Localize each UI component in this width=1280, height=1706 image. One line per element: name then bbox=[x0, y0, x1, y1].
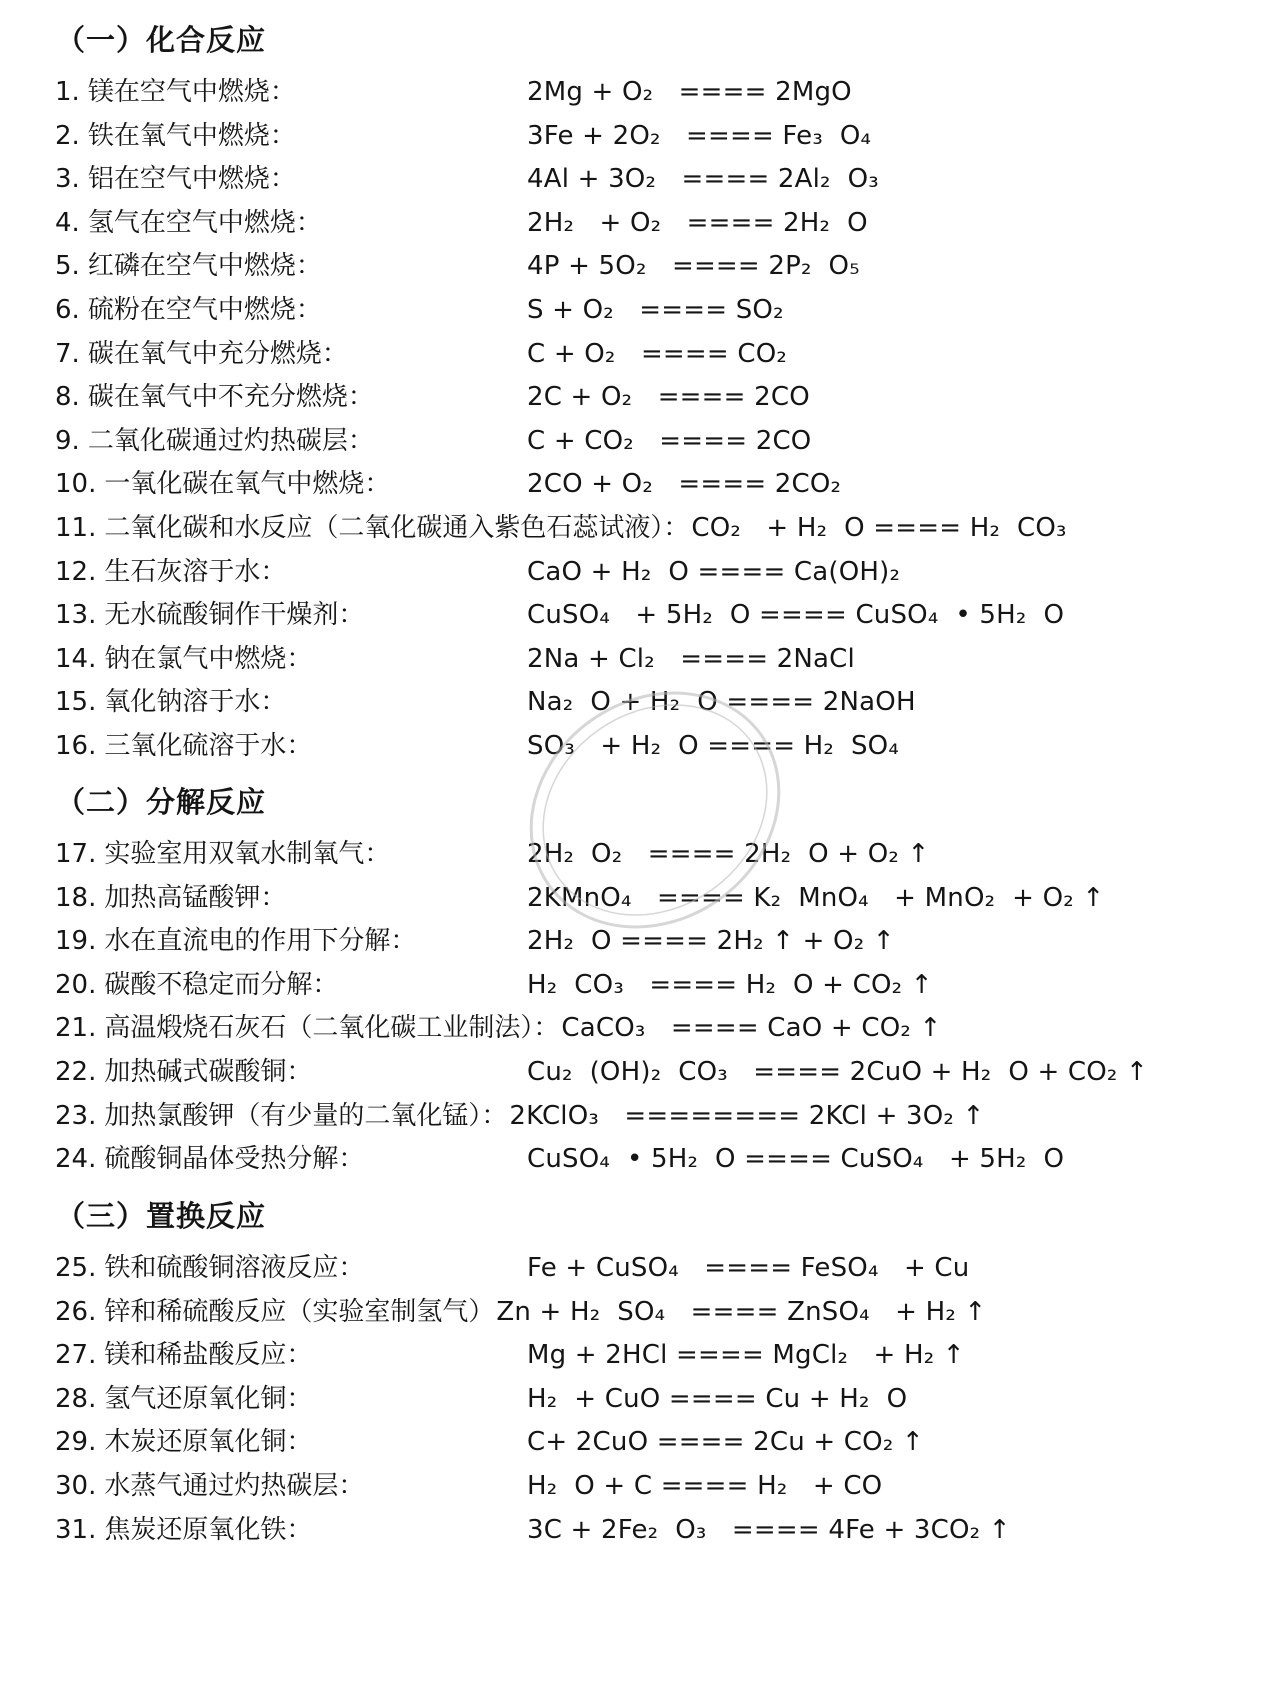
item-number: 22. bbox=[55, 1057, 97, 1087]
reaction-item bbox=[55, 1420, 1255, 1464]
reaction-label: 硫酸铜晶体受热分解： bbox=[104, 1144, 365, 1175]
reaction-label: 硫粉在空气中燃烧： bbox=[87, 295, 322, 325]
item-number: 17. bbox=[55, 839, 97, 869]
item-number: 27. bbox=[55, 1340, 97, 1371]
item-number: 29. bbox=[55, 1427, 97, 1458]
reaction-item bbox=[55, 244, 1255, 288]
chemical-equation: Cu₂ (OH)₂ CO₃ ==== 2CuO + H₂ O + CO₂ ↑ bbox=[527, 1057, 1149, 1087]
reaction-label: 水蒸气通过灼热碳层： bbox=[104, 1471, 365, 1501]
chemical-equation: 2Mg + O₂ ==== 2MgO bbox=[527, 77, 852, 107]
reaction-item bbox=[55, 462, 1255, 506]
item-number: 20. bbox=[55, 969, 97, 1000]
reaction-label: 氧化钠溶于水： bbox=[104, 687, 287, 718]
item-number: 15. bbox=[55, 687, 97, 718]
reaction-label: 二氧化碳通过灼热碳层： bbox=[87, 425, 374, 456]
reaction-item bbox=[55, 637, 1255, 681]
reaction-item bbox=[55, 550, 1255, 594]
reaction-label: 铁和硫酸铜溶液反应： bbox=[104, 1253, 365, 1283]
chemical-equation: 3Fe + 2O₂ ==== Fe₃ O₄ bbox=[527, 120, 872, 151]
item-number: 21. bbox=[55, 1013, 97, 1044]
reaction-item bbox=[55, 1006, 1255, 1050]
item-number: 1. bbox=[55, 77, 80, 107]
reaction-label: 加热高锰酸钾： bbox=[104, 882, 287, 913]
chemical-equation: S + O₂ ==== SO₂ bbox=[527, 295, 784, 325]
reaction-label: 高温煅烧石灰石（二氧化碳工业制法）： bbox=[104, 1013, 560, 1044]
item-number: 14. bbox=[55, 643, 97, 674]
chemical-equation: Zn + H₂ SO₄ ==== ZnSO₄ + H₂ ↑ bbox=[496, 1296, 987, 1327]
reaction-label: 氢气还原氧化铜： bbox=[104, 1383, 313, 1414]
item-number: 8. bbox=[55, 382, 80, 413]
chemical-equation: C + O₂ ==== CO₂ bbox=[527, 338, 787, 369]
chemical-equation: H₂ CO₃ ==== H₂ O + CO₂ ↑ bbox=[527, 969, 933, 1000]
reaction-label: 加热氯酸钾（有少量的二氧化锰）： bbox=[104, 1100, 508, 1131]
reaction-label: 铁在氧气中燃烧： bbox=[87, 120, 296, 151]
chemical-equation: H₂ O + C ==== H₂ + CO bbox=[527, 1471, 883, 1501]
chemical-equation: H₂ + CuO ==== Cu + H₂ O bbox=[527, 1383, 908, 1414]
reaction-item bbox=[55, 1377, 1255, 1421]
reaction-label: 氢气在空气中燃烧： bbox=[87, 207, 322, 238]
reaction-item bbox=[55, 201, 1255, 245]
reaction-label: 实验室用双氧水制氧气： bbox=[104, 839, 391, 869]
reaction-item bbox=[55, 1464, 1255, 1508]
item-number: 30. bbox=[55, 1471, 97, 1501]
reaction-label: 铝在空气中燃烧： bbox=[87, 164, 296, 195]
reaction-item bbox=[55, 419, 1255, 463]
reaction-item bbox=[55, 1333, 1255, 1377]
chemical-equation: 2KMnO₄ ==== K₂ MnO₄ + MnO₂ + O₂ ↑ bbox=[527, 882, 1105, 913]
item-number: 11. bbox=[55, 513, 97, 543]
reaction-item bbox=[55, 506, 1255, 550]
item-number: 7. bbox=[55, 338, 80, 369]
reaction-label: 一氧化碳在氧气中燃烧： bbox=[104, 469, 391, 500]
reaction-item bbox=[55, 288, 1255, 332]
item-number: 2. bbox=[55, 120, 80, 151]
item-number: 31. bbox=[55, 1514, 97, 1545]
chemical-equation: 2H₂ O ==== 2H₂ ↑ + O₂ ↑ bbox=[527, 926, 895, 957]
chemical-equation: 4P + 5O₂ ==== 2P₂ O₅ bbox=[527, 251, 860, 282]
reaction-item bbox=[55, 1137, 1255, 1181]
reaction-item bbox=[55, 832, 1255, 876]
reaction-label: 加热碱式碳酸铜： bbox=[104, 1057, 313, 1087]
reaction-label: 二氧化碳和水反应（二氧化碳通入紫色石蕊试液）： bbox=[104, 513, 690, 543]
section-heading: （三）置换反应 bbox=[56, 1199, 267, 1233]
chemical-equation: 2Na + Cl₂ ==== 2NaCl bbox=[527, 643, 855, 674]
reaction-label: 焦炭还原氧化铁： bbox=[104, 1514, 313, 1545]
reaction-label: 生石灰溶于水： bbox=[104, 556, 287, 587]
reaction-label: 碳酸不稳定而分解： bbox=[104, 969, 339, 1000]
reaction-label: 木炭还原氧化铜： bbox=[104, 1427, 313, 1458]
reaction-label: 镁在空气中燃烧： bbox=[87, 77, 296, 107]
item-number: 13. bbox=[55, 600, 97, 631]
reaction-item bbox=[55, 375, 1255, 419]
item-number: 19. bbox=[55, 926, 97, 957]
chemical-equation: SO₃ + H₂ O ==== H₂ SO₄ bbox=[527, 731, 899, 761]
item-number: 12. bbox=[55, 556, 97, 587]
reaction-item bbox=[55, 593, 1255, 637]
reaction-item bbox=[55, 963, 1255, 1007]
chemical-equation: 2C + O₂ ==== 2CO bbox=[527, 382, 810, 413]
item-number: 24. bbox=[55, 1144, 97, 1175]
chemical-equation: 2KClO₃ ======== 2KCl + 3O₂ ↑ bbox=[509, 1100, 985, 1131]
reaction-label: 锌和稀硫酸反应（实验室制氢气） bbox=[104, 1296, 495, 1327]
item-number: 5. bbox=[55, 251, 80, 282]
item-number: 25. bbox=[55, 1253, 97, 1283]
reaction-item bbox=[55, 114, 1255, 158]
item-number: 18. bbox=[55, 882, 97, 913]
chemical-equation: Mg + 2HCl ==== MgCl₂ + H₂ ↑ bbox=[527, 1340, 965, 1371]
item-number: 9. bbox=[55, 425, 80, 456]
chemical-equation: C + CO₂ ==== 2CO bbox=[527, 425, 812, 456]
chemical-equation: 4Al + 3O₂ ==== 2Al₂ O₃ bbox=[527, 164, 879, 195]
chemical-equation: CaO + H₂ O ==== Ca(OH)₂ bbox=[527, 556, 901, 587]
reaction-item bbox=[55, 1290, 1255, 1334]
reaction-item bbox=[55, 1094, 1255, 1138]
chemical-equation: CaCO₃ ==== CaO + CO₂ ↑ bbox=[561, 1013, 942, 1044]
reaction-item bbox=[55, 1246, 1255, 1290]
chemical-equation: Na₂ O + H₂ O ==== 2NaOH bbox=[527, 687, 916, 718]
chemical-equation: Fe + CuSO₄ ==== FeSO₄ + Cu bbox=[527, 1253, 970, 1283]
section-heading: （二）分解反应 bbox=[56, 785, 267, 819]
chemical-equation: CO₂ + H₂ O ==== H₂ CO₃ bbox=[691, 513, 1067, 543]
reaction-item bbox=[55, 919, 1255, 963]
reaction-label: 碳在氧气中充分燃烧： bbox=[87, 338, 348, 369]
reaction-item bbox=[55, 1508, 1255, 1552]
reaction-label: 碳在氧气中不充分燃烧： bbox=[87, 382, 374, 413]
chemical-equation: CuSO₄ + 5H₂ O ==== CuSO₄ • 5H₂ O bbox=[527, 600, 1065, 631]
reaction-item bbox=[55, 157, 1255, 201]
reaction-label: 镁和稀盐酸反应： bbox=[104, 1340, 313, 1371]
reaction-item bbox=[55, 332, 1255, 376]
reaction-label: 钠在氯气中燃烧： bbox=[104, 643, 313, 674]
section-heading: （一）化合反应 bbox=[56, 23, 267, 57]
reaction-label: 红磷在空气中燃烧： bbox=[87, 251, 322, 282]
chemical-equation: CuSO₄ • 5H₂ O ==== CuSO₄ + 5H₂ O bbox=[527, 1144, 1065, 1175]
reaction-label: 水在直流电的作用下分解： bbox=[104, 926, 417, 957]
chemical-equation: 2CO + O₂ ==== 2CO₂ bbox=[527, 469, 842, 500]
reaction-label: 三氧化硫溶于水： bbox=[104, 731, 313, 761]
item-number: 6. bbox=[55, 295, 80, 325]
chemical-equation: 2H₂ O₂ ==== 2H₂ O + O₂ ↑ bbox=[527, 839, 930, 869]
item-number: 28. bbox=[55, 1383, 97, 1414]
reaction-item bbox=[55, 680, 1255, 724]
reaction-item bbox=[55, 1050, 1255, 1094]
chemical-equation: 2H₂ + O₂ ==== 2H₂ O bbox=[527, 207, 868, 238]
item-number: 26. bbox=[55, 1296, 97, 1327]
item-number: 16. bbox=[55, 731, 97, 761]
reaction-item bbox=[55, 876, 1255, 920]
reaction-item bbox=[55, 70, 1255, 114]
reaction-label: 无水硫酸铜作干燥剂： bbox=[104, 600, 365, 631]
item-number: 3. bbox=[55, 164, 80, 195]
item-number: 23. bbox=[55, 1100, 97, 1131]
item-number: 10. bbox=[55, 469, 97, 500]
chemical-equation: 3C + 2Fe₂ O₃ ==== 4Fe + 3CO₂ ↑ bbox=[527, 1514, 1011, 1545]
reaction-item bbox=[55, 724, 1255, 768]
item-number: 4. bbox=[55, 207, 80, 238]
chemical-equation: C+ 2CuO ==== 2Cu + CO₂ ↑ bbox=[527, 1427, 924, 1458]
